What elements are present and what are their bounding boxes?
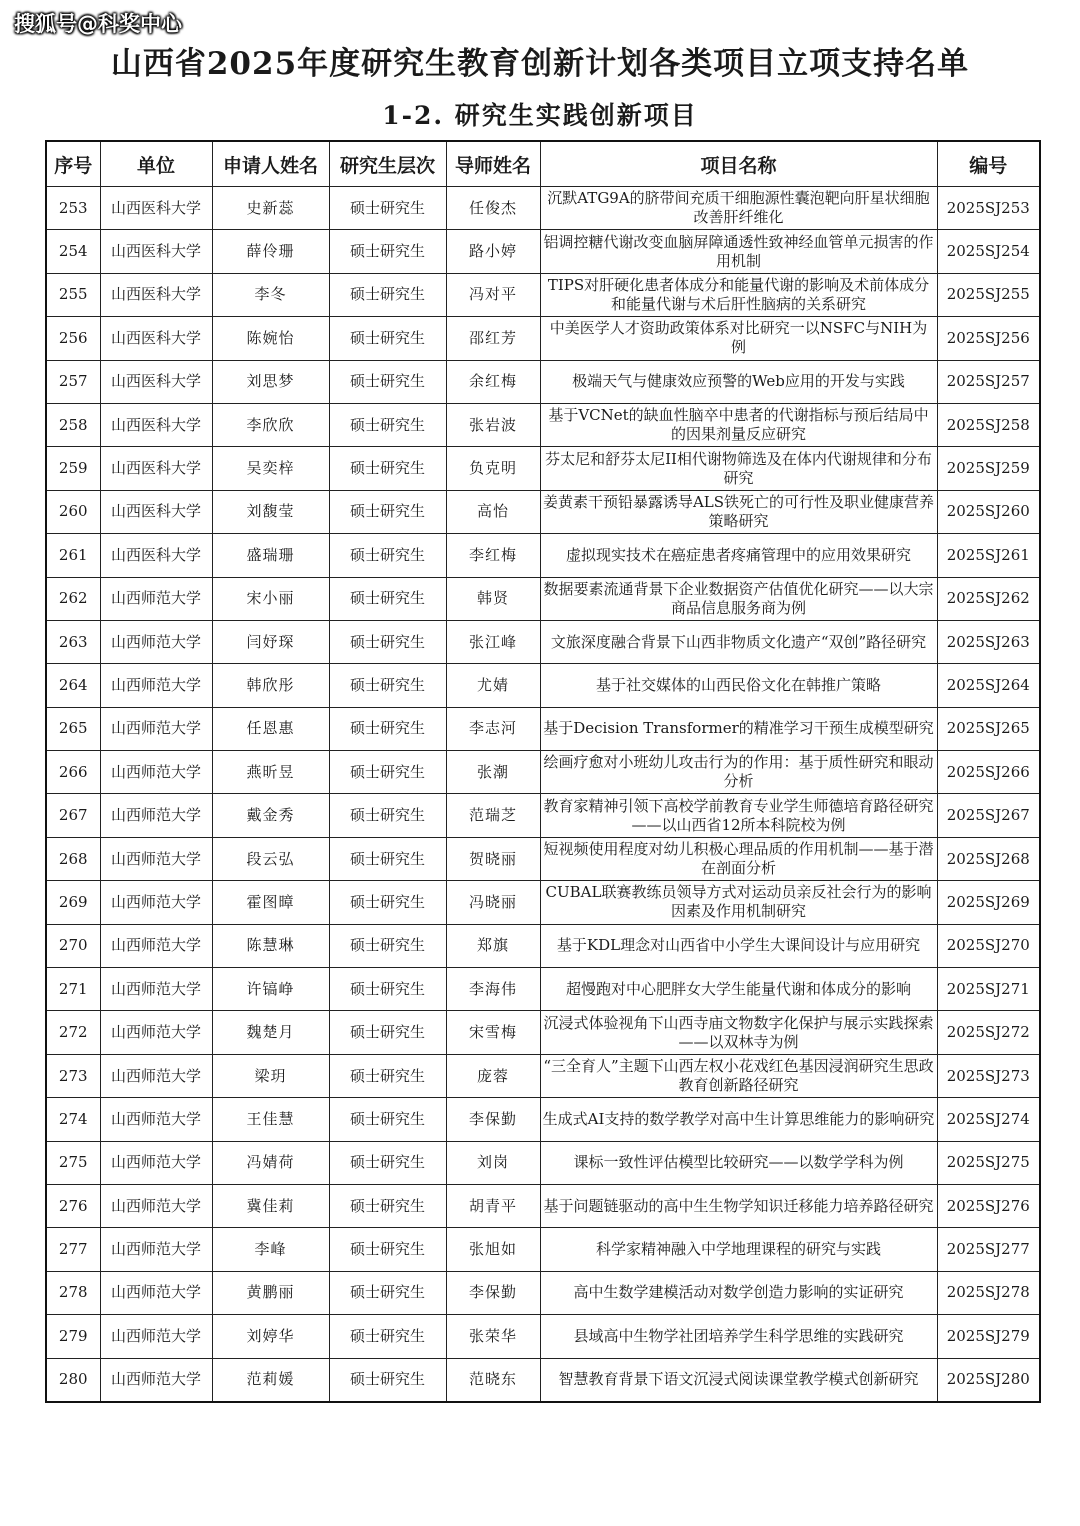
cell-seq: 272 xyxy=(46,1011,100,1054)
cell-code: 2025SJ254 xyxy=(937,230,1040,273)
cell-code: 2025SJ280 xyxy=(937,1358,1040,1402)
cell-project-title: 沉默ATG9A的脐带间充质干细胞源性囊泡靶向肝星状细胞改善肝纤维化 xyxy=(540,187,937,230)
table-row xyxy=(46,664,1040,707)
cell-seq: 277 xyxy=(46,1228,100,1271)
cell-project-title: 课标一致性评估模型比较研究——以数学学科为例 xyxy=(540,1141,937,1184)
cell-code: 2025SJ256 xyxy=(937,317,1040,360)
cell-project-title: 姜黄素干预铅暴露诱导ALS铁死亡的可行性及职业健康营养策略研究 xyxy=(540,490,937,533)
cell-code: 2025SJ258 xyxy=(937,403,1040,446)
cell-unit: 山西师范大学 xyxy=(100,664,212,707)
table-row xyxy=(46,490,1040,533)
cell-code: 2025SJ253 xyxy=(937,187,1040,230)
cell-unit: 山西医科大学 xyxy=(100,230,212,273)
cell-level: 硕士研究生 xyxy=(329,1228,446,1271)
cell-level: 硕士研究生 xyxy=(329,1098,446,1141)
cell-applicant: 李冬 xyxy=(212,273,329,316)
cell-level: 硕士研究生 xyxy=(329,1054,446,1097)
cell-level: 硕士研究生 xyxy=(329,707,446,750)
cell-unit: 山西师范大学 xyxy=(100,1098,212,1141)
cell-code: 2025SJ271 xyxy=(937,968,1040,1011)
cell-level: 硕士研究生 xyxy=(329,187,446,230)
table-row xyxy=(46,1184,1040,1227)
cell-unit: 山西师范大学 xyxy=(100,751,212,794)
watermark: 搜狐号@科奖中心 xyxy=(14,12,182,36)
cell-seq: 280 xyxy=(46,1358,100,1402)
cell-advisor: 张潮 xyxy=(446,751,540,794)
cell-advisor: 张荣华 xyxy=(446,1315,540,1358)
cell-project-title: 生成式AI支持的数学教学对高中生计算思维能力的影响研究 xyxy=(540,1098,937,1141)
cell-unit: 山西师范大学 xyxy=(100,620,212,663)
cell-project-title: 中美医学人才资助政策体系对比研究一以NSFC与NIH为例 xyxy=(540,317,937,360)
header-advisor: 导师姓名 xyxy=(446,141,540,187)
cell-unit: 山西师范大学 xyxy=(100,881,212,924)
table-row xyxy=(46,707,1040,750)
cell-advisor: 郑旗 xyxy=(446,924,540,967)
cell-level: 硕士研究生 xyxy=(329,924,446,967)
cell-level: 硕士研究生 xyxy=(329,403,446,446)
cell-code: 2025SJ274 xyxy=(937,1098,1040,1141)
cell-level: 硕士研究生 xyxy=(329,1271,446,1314)
header-row xyxy=(46,141,1040,187)
cell-code: 2025SJ273 xyxy=(937,1054,1040,1097)
cell-seq: 264 xyxy=(46,664,100,707)
cell-seq: 274 xyxy=(46,1098,100,1141)
header-code: 编号 xyxy=(937,141,1040,187)
cell-code: 2025SJ265 xyxy=(937,707,1040,750)
cell-project-title: 绘画疗愈对小班幼儿攻击行为的作用：基于质性研究和眼动分析 xyxy=(540,751,937,794)
cell-applicant: 许镐峥 xyxy=(212,968,329,1011)
cell-advisor: 余红梅 xyxy=(446,360,540,403)
cell-advisor: 张江峰 xyxy=(446,620,540,663)
cell-applicant: 闫妤琛 xyxy=(212,620,329,663)
header-applicant: 申请人姓名 xyxy=(212,141,329,187)
cell-code: 2025SJ272 xyxy=(937,1011,1040,1054)
cell-code: 2025SJ270 xyxy=(937,924,1040,967)
cell-unit: 山西医科大学 xyxy=(100,403,212,446)
cell-seq: 266 xyxy=(46,751,100,794)
cell-code: 2025SJ263 xyxy=(937,620,1040,663)
table-row xyxy=(46,273,1040,316)
cell-seq: 260 xyxy=(46,490,100,533)
cell-advisor: 庞蓉 xyxy=(446,1054,540,1097)
table-row xyxy=(46,1141,1040,1184)
cell-seq: 263 xyxy=(46,620,100,663)
cell-applicant: 范莉媛 xyxy=(212,1358,329,1402)
cell-unit: 山西师范大学 xyxy=(100,1315,212,1358)
cell-project-title: 文旅深度融合背景下山西非物质文化遗产“双创”路径研究 xyxy=(540,620,937,663)
cell-level: 硕士研究生 xyxy=(329,968,446,1011)
cell-level: 硕士研究生 xyxy=(329,881,446,924)
cell-advisor: 负克明 xyxy=(446,447,540,490)
cell-unit: 山西医科大学 xyxy=(100,187,212,230)
cell-code: 2025SJ269 xyxy=(937,881,1040,924)
table-row xyxy=(46,968,1040,1011)
cell-project-title: 科学家精神融入中学地理课程的研究与实践 xyxy=(540,1228,937,1271)
cell-unit: 山西医科大学 xyxy=(100,273,212,316)
cell-applicant: 黄鹏丽 xyxy=(212,1271,329,1314)
cell-applicant: 梁玥 xyxy=(212,1054,329,1097)
cell-unit: 山西师范大学 xyxy=(100,837,212,880)
cell-applicant: 陈婉怡 xyxy=(212,317,329,360)
document-subtitle: 1-2. 研究生实践创新项目 xyxy=(382,101,698,130)
cell-advisor: 任俊杰 xyxy=(446,187,540,230)
cell-code: 2025SJ275 xyxy=(937,1141,1040,1184)
cell-project-title: 基于VCNet的缺血性脑卒中患者的代谢指标与预后结局中的因果剂量反应研究 xyxy=(540,403,937,446)
cell-seq: 268 xyxy=(46,837,100,880)
cell-level: 硕士研究生 xyxy=(329,360,446,403)
cell-seq: 278 xyxy=(46,1271,100,1314)
cell-unit: 山西医科大学 xyxy=(100,317,212,360)
cell-advisor: 范晓东 xyxy=(446,1358,540,1402)
cell-seq: 254 xyxy=(46,230,100,273)
table-row xyxy=(46,751,1040,794)
cell-advisor: 刘岗 xyxy=(446,1141,540,1184)
cell-unit: 山西师范大学 xyxy=(100,1228,212,1271)
cell-project-title: 铝调控糖代谢改变血脑屏障通透性致神经血管单元损害的作用机制 xyxy=(540,230,937,273)
table-row xyxy=(46,187,1040,230)
cell-advisor: 冯晓丽 xyxy=(446,881,540,924)
cell-code: 2025SJ278 xyxy=(937,1271,1040,1314)
cell-unit: 山西师范大学 xyxy=(100,1358,212,1402)
cell-unit: 山西医科大学 xyxy=(100,360,212,403)
cell-applicant: 燕昕昱 xyxy=(212,751,329,794)
cell-seq: 271 xyxy=(46,968,100,1011)
header-seq: 序号 xyxy=(46,141,100,187)
table-row xyxy=(46,1358,1040,1402)
cell-unit: 山西师范大学 xyxy=(100,1011,212,1054)
table-body xyxy=(46,187,1040,1402)
cell-project-title: 虚拟现实技术在癌症患者疼痛管理中的应用效果研究 xyxy=(540,534,937,577)
table-row xyxy=(46,577,1040,620)
cell-level: 硕士研究生 xyxy=(329,273,446,316)
cell-seq: 279 xyxy=(46,1315,100,1358)
cell-advisor: 尤婧 xyxy=(446,664,540,707)
cell-project-title: 芬太尼和舒芬太尼II相代谢物筛选及在体内代谢规律和分布研究 xyxy=(540,447,937,490)
cell-applicant: 薛伶珊 xyxy=(212,230,329,273)
cell-advisor: 张岩波 xyxy=(446,403,540,446)
cell-level: 硕士研究生 xyxy=(329,664,446,707)
table-row xyxy=(46,1315,1040,1358)
cell-project-title: 县域高中生物学社团培养学生科学思维的实践研究 xyxy=(540,1315,937,1358)
table-row xyxy=(46,1271,1040,1314)
cell-project-title: 智慧教育背景下语文沉浸式阅读课堂教学模式创新研究 xyxy=(540,1358,937,1402)
header-project: 项目名称 xyxy=(540,141,937,187)
cell-applicant: 戴金秀 xyxy=(212,794,329,837)
cell-level: 硕士研究生 xyxy=(329,1315,446,1358)
cell-level: 硕士研究生 xyxy=(329,751,446,794)
table-row xyxy=(46,447,1040,490)
cell-unit: 山西医科大学 xyxy=(100,447,212,490)
cell-project-title: TIPS对肝硬化患者体成分和能量代谢的影响及术前体成分和能量代谢与术后肝性脑病的关系研究 xyxy=(540,273,937,316)
table-row xyxy=(46,230,1040,273)
cell-applicant: 刘思梦 xyxy=(212,360,329,403)
cell-level: 硕士研究生 xyxy=(329,490,446,533)
cell-advisor: 邵红芳 xyxy=(446,317,540,360)
cell-unit: 山西师范大学 xyxy=(100,968,212,1011)
cell-unit: 山西医科大学 xyxy=(100,534,212,577)
cell-code: 2025SJ264 xyxy=(937,664,1040,707)
cell-unit: 山西师范大学 xyxy=(100,707,212,750)
cell-project-title: 超慢跑对中心肥胖女大学生能量代谢和体成分的影响 xyxy=(540,968,937,1011)
cell-seq: 267 xyxy=(46,794,100,837)
cell-advisor: 贺晓丽 xyxy=(446,837,540,880)
cell-applicant: 宋小丽 xyxy=(212,577,329,620)
cell-seq: 262 xyxy=(46,577,100,620)
cell-advisor: 李红梅 xyxy=(446,534,540,577)
table-row xyxy=(46,403,1040,446)
cell-code: 2025SJ276 xyxy=(937,1184,1040,1227)
cell-code: 2025SJ257 xyxy=(937,360,1040,403)
cell-seq: 273 xyxy=(46,1054,100,1097)
cell-project-title: CUBAL联赛教练员领导方式对运动员亲反社会行为的影响因素及作用机制研究 xyxy=(540,881,937,924)
cell-advisor: 范瑞芝 xyxy=(446,794,540,837)
cell-seq: 259 xyxy=(46,447,100,490)
cell-advisor: 宋雪梅 xyxy=(446,1011,540,1054)
cell-advisor: 李海伟 xyxy=(446,968,540,1011)
cell-applicant: 刘馥莹 xyxy=(212,490,329,533)
table-header xyxy=(46,141,1040,187)
cell-applicant: 史新蕊 xyxy=(212,187,329,230)
cell-advisor: 李志河 xyxy=(446,707,540,750)
cell-level: 硕士研究生 xyxy=(329,620,446,663)
cell-code: 2025SJ266 xyxy=(937,751,1040,794)
cell-seq: 270 xyxy=(46,924,100,967)
cell-advisor: 李保勤 xyxy=(446,1098,540,1141)
cell-project-title: 基于问题链驱动的高中生生物学知识迁移能力培养路径研究 xyxy=(540,1184,937,1227)
cell-code: 2025SJ267 xyxy=(937,794,1040,837)
cell-project-title: 极端天气与健康效应预警的Web应用的开发与实践 xyxy=(540,360,937,403)
cell-project-title: 基于KDL理念对山西省中小学生大课间设计与应用研究 xyxy=(540,924,937,967)
cell-code: 2025SJ279 xyxy=(937,1315,1040,1358)
cell-seq: 256 xyxy=(46,317,100,360)
cell-project-title: 短视频使用程度对幼儿积极心理品质的作用机制——基于潜在剖面分析 xyxy=(540,837,937,880)
cell-applicant: 冯婧荷 xyxy=(212,1141,329,1184)
cell-unit: 山西医科大学 xyxy=(100,490,212,533)
cell-unit: 山西师范大学 xyxy=(100,1271,212,1314)
table-row xyxy=(46,534,1040,577)
cell-seq: 258 xyxy=(46,403,100,446)
cell-level: 硕士研究生 xyxy=(329,577,446,620)
cell-level: 硕士研究生 xyxy=(329,1011,446,1054)
cell-unit: 山西师范大学 xyxy=(100,794,212,837)
table-row xyxy=(46,924,1040,967)
cell-advisor: 高怡 xyxy=(446,490,540,533)
cell-unit: 山西师范大学 xyxy=(100,1054,212,1097)
cell-applicant: 盛瑞珊 xyxy=(212,534,329,577)
cell-seq: 261 xyxy=(46,534,100,577)
cell-seq: 275 xyxy=(46,1141,100,1184)
cell-project-title: 高中生数学建模活动对数学创造力影响的实证研究 xyxy=(540,1271,937,1314)
cell-applicant: 王佳慧 xyxy=(212,1098,329,1141)
cell-unit: 山西师范大学 xyxy=(100,1184,212,1227)
cell-level: 硕士研究生 xyxy=(329,230,446,273)
cell-advisor: 胡青平 xyxy=(446,1184,540,1227)
table-row xyxy=(46,837,1040,880)
cell-code: 2025SJ262 xyxy=(937,577,1040,620)
cell-project-title: “三全育人”主题下山西左权小花戏红色基因浸润研究生思政教育创新路径研究 xyxy=(540,1054,937,1097)
cell-advisor: 李保勤 xyxy=(446,1271,540,1314)
cell-level: 硕士研究生 xyxy=(329,534,446,577)
cell-code: 2025SJ268 xyxy=(937,837,1040,880)
table-row xyxy=(46,620,1040,663)
document-title: 山西省2025年度研究生教育创新计划各类项目立项支持名单 xyxy=(110,46,970,82)
cell-applicant: 霍图暲 xyxy=(212,881,329,924)
cell-seq: 265 xyxy=(46,707,100,750)
cell-applicant: 陈慧琳 xyxy=(212,924,329,967)
cell-level: 硕士研究生 xyxy=(329,837,446,880)
cell-code: 2025SJ261 xyxy=(937,534,1040,577)
cell-project-title: 教育家精神引领下高校学前教育专业学生师德培育路径研究 ——以山西省12所本科院校为例 xyxy=(540,794,937,837)
cell-applicant: 刘婷华 xyxy=(212,1315,329,1358)
cell-applicant: 任恩惠 xyxy=(212,707,329,750)
cell-seq: 276 xyxy=(46,1184,100,1227)
cell-level: 硕士研究生 xyxy=(329,794,446,837)
project-table xyxy=(45,140,1041,1403)
cell-code: 2025SJ255 xyxy=(937,273,1040,316)
cell-project-title: 基于Decision Transformer的精准学习干预生成模型研究 xyxy=(540,707,937,750)
cell-level: 硕士研究生 xyxy=(329,447,446,490)
cell-seq: 253 xyxy=(46,187,100,230)
cell-code: 2025SJ277 xyxy=(937,1228,1040,1271)
cell-project-title: 基于社交媒体的山西民俗文化在韩推广策略 xyxy=(540,664,937,707)
cell-seq: 257 xyxy=(46,360,100,403)
cell-level: 硕士研究生 xyxy=(329,317,446,360)
table-row xyxy=(46,881,1040,924)
cell-unit: 山西师范大学 xyxy=(100,924,212,967)
cell-unit: 山西师范大学 xyxy=(100,577,212,620)
cell-advisor: 张旭如 xyxy=(446,1228,540,1271)
cell-advisor: 冯对平 xyxy=(446,273,540,316)
cell-code: 2025SJ259 xyxy=(937,447,1040,490)
header-unit: 单位 xyxy=(100,141,212,187)
table-row xyxy=(46,1054,1040,1097)
cell-applicant: 李欣欣 xyxy=(212,403,329,446)
cell-unit: 山西师范大学 xyxy=(100,1141,212,1184)
cell-seq: 255 xyxy=(46,273,100,316)
cell-applicant: 魏楚月 xyxy=(212,1011,329,1054)
table-row xyxy=(46,1098,1040,1141)
cell-project-title: 沉浸式体验视角下山西寺庙文物数字化保护与展示实践探索——以双林寺为例 xyxy=(540,1011,937,1054)
table-row xyxy=(46,794,1040,837)
table-row xyxy=(46,360,1040,403)
cell-advisor: 韩贤 xyxy=(446,577,540,620)
cell-seq: 269 xyxy=(46,881,100,924)
cell-applicant: 段云弘 xyxy=(212,837,329,880)
table-row xyxy=(46,1228,1040,1271)
cell-code: 2025SJ260 xyxy=(937,490,1040,533)
header-level: 研究生层次 xyxy=(329,141,446,187)
cell-level: 硕士研究生 xyxy=(329,1184,446,1227)
cell-level: 硕士研究生 xyxy=(329,1141,446,1184)
cell-applicant: 吴奕梓 xyxy=(212,447,329,490)
cell-advisor: 路小婷 xyxy=(446,230,540,273)
cell-applicant: 李峰 xyxy=(212,1228,329,1271)
table-row xyxy=(46,317,1040,360)
cell-applicant: 冀佳莉 xyxy=(212,1184,329,1227)
cell-applicant: 韩欣彤 xyxy=(212,664,329,707)
table-row xyxy=(46,1011,1040,1054)
cell-project-title: 数据要素流通背景下企业数据资产估值优化研究——以大宗商品信息服务商为例 xyxy=(540,577,937,620)
cell-level: 硕士研究生 xyxy=(329,1358,446,1402)
